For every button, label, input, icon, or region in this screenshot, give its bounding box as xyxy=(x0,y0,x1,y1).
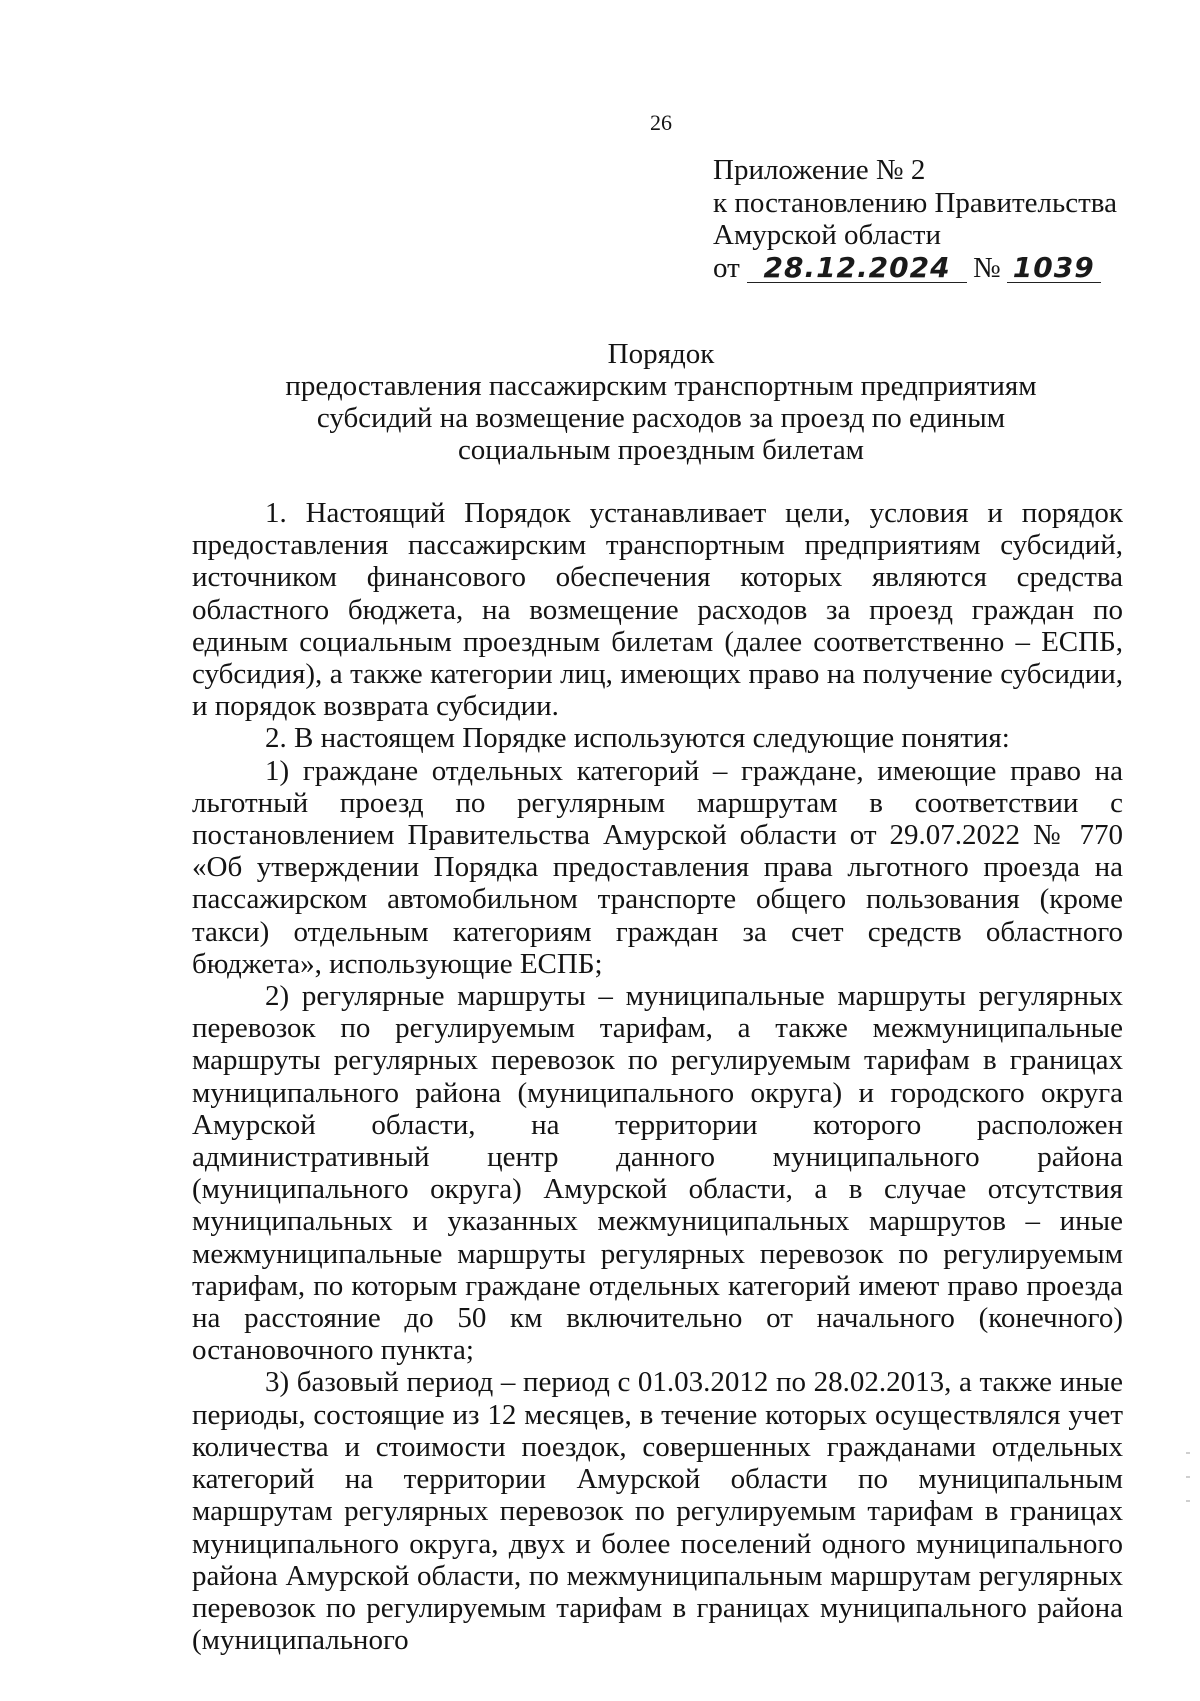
scan-margin-mark xyxy=(1186,1476,1190,1478)
paragraph-5: 3) базовый период – период с 01.03.2012 по 28.02.2013, а также иные периоды, состоящие из 12 месяцев, в течение которых осуществлялся учет количества и стоимости поездок, совершенных гражданами отдельных категорий на территории Амурской области по муниципальным маршрутам регулярных перевозок по регулируемым тарифам в границах муниципального округа, двух и более поселений одного муниципального района Амурской области, по межмуниципальным маршрутам регулярных перевозок по регулируемым тарифам в границах муниципального района (муниципального xyxy=(192,1366,1123,1657)
number-prefix: № xyxy=(973,251,1001,284)
handwritten-date: 28.12.2024 xyxy=(747,254,967,283)
title-line-2: предоставления пассажирским транспортным предприятиям xyxy=(285,370,1037,402)
scan-margin-mark xyxy=(1186,1500,1190,1502)
paragraph-2: 2. В настоящем Порядке используются следующие понятия: xyxy=(265,722,1010,755)
document-body xyxy=(192,497,1123,1656)
handwritten-number: 1039 xyxy=(1007,254,1101,283)
appendix-line-1: Приложение № 2 xyxy=(713,154,926,186)
date-prefix: от xyxy=(713,251,740,284)
appendix-header xyxy=(713,154,1117,284)
paragraph-1: 1. Настоящий Порядок устанавливает цели, условия и порядок предоставления пассажирским транспортным предприятиям субсидий, источником финансового обеспечения которых являются средства областного бюджета, на возмещение расходов за проезд граждан по единым социальным проездным билетам (далее соответственно – ЕСПБ, субсидия), а также категории лиц, имеющих право на получение субсидии, и порядок возврата субсидии. xyxy=(192,497,1123,723)
appendix-line-2: к постановлению Правительства xyxy=(713,186,1117,219)
paragraph-3: 1) граждане отдельных категорий – граждане, имеющие право на льготный проезд по регулярным маршрутам в соответствии с постановлением Правительства Амурской области от 29.07.2022 № 770 «Об утверждении Порядка предоставления права льготного проезда на пассажирском автомобильном транспорте общего пользования (кроме такси) отдельным категориям граждан за счет средств областного бюджета», использующие ЕСПБ; xyxy=(192,754,1123,980)
appendix-line-3: Амурской области xyxy=(713,219,941,251)
title-line-3: субсидий на возмещение расходов за проезд по единым xyxy=(316,402,1006,434)
page-number: 26 xyxy=(650,110,672,135)
scan-margin-mark xyxy=(1186,1452,1190,1454)
title-line-1: Порядок xyxy=(607,338,715,370)
document-title xyxy=(0,338,1200,466)
appendix-date-line xyxy=(713,252,1117,285)
paragraph-4: 2) регулярные маршруты – муниципальные маршруты регулярных перевозок по регулируемым тарифам, а также межмуниципальные маршруты регулярных перевозок по регулируемым тарифам в границах муниципального района (муниципального округа) и городского округа Амурской области, на территории которого расположен административный центр данного муниципального района (муниципального округа) Амурской области, а в случае отсутствия муниципальных и указанных межмуниципальных маршрутов – иные межмуниципальные маршруты регулярных перевозок по регулируемым тарифам, по которым граждане отдельных категорий имеют право проезда на расстояние до 50 км включительно от начального (конечного) остановочного пункта; xyxy=(192,980,1123,1367)
title-line-4: социальным проездным билетам xyxy=(457,434,865,466)
